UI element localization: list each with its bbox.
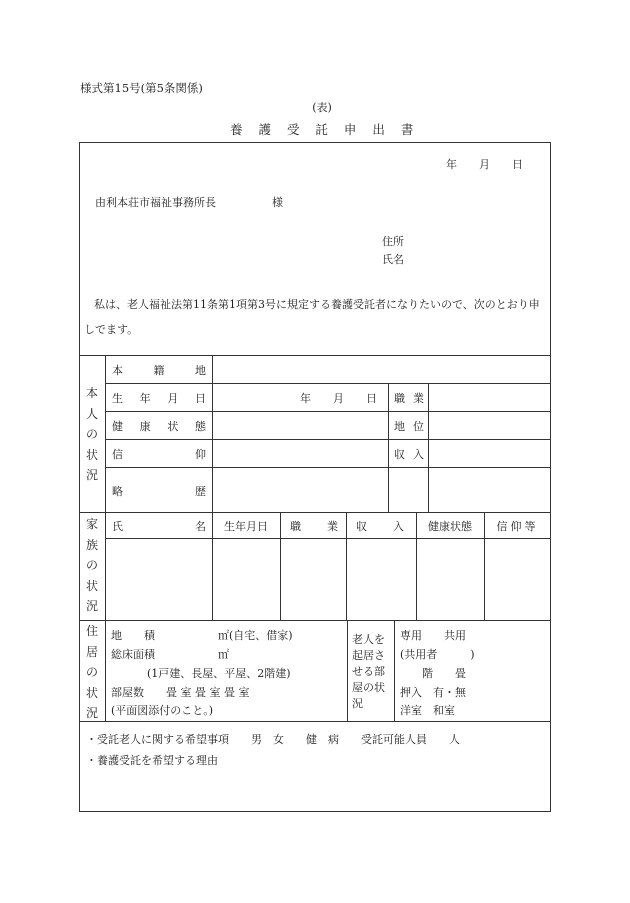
form-number: 様式第15号(第5条関係) <box>80 81 203 95</box>
section-label-residence: 住居の状況 <box>85 624 98 720</box>
family-col-health: 健康状態 <box>428 520 472 533</box>
addressee: 由利本荘市福祉事務所長 <box>95 196 216 209</box>
divider <box>388 383 389 512</box>
domicile-label: 本 籍 地 <box>112 364 206 377</box>
floor-area-label: 総床面積 <box>111 648 155 661</box>
building-types: (1戸建、長屋、平屋、2階建) <box>147 667 291 680</box>
room-style: 洋室 和室 <box>400 704 455 717</box>
divider <box>105 355 106 721</box>
divider <box>212 355 213 620</box>
divider <box>347 620 348 721</box>
position-label: 地 位 <box>394 420 424 433</box>
divider <box>105 467 551 468</box>
declaration-text: 私は、老人福祉法第11条第1項第3号に規定する養護受託者になりたいので、次のとおり申しでます。 <box>84 298 540 336</box>
divider <box>394 620 395 721</box>
history-label: 略 歴 <box>112 485 206 498</box>
divider <box>280 512 281 620</box>
applicant-name-label: 氏名 <box>382 253 404 266</box>
family-col-income: 収 入 <box>356 520 404 533</box>
health-label: 健 康 状 態 <box>112 420 206 433</box>
floor-tatami: 階 畳 <box>422 667 466 680</box>
honorific: 様 <box>272 196 283 209</box>
reason-line: ・養護受託を希望する理由 <box>86 754 218 767</box>
family-col-occupation: 職 業 <box>290 520 338 533</box>
occupation-label: 職 業 <box>394 392 424 405</box>
divider <box>79 721 551 722</box>
date-field[interactable]: 年 月 日 <box>446 158 523 171</box>
divider <box>79 620 551 621</box>
birthdate-field[interactable]: 年 月 日 <box>300 392 377 405</box>
elderly-room-label: 老人を起居させる部屋の状況 <box>352 633 385 710</box>
family-col-birthdate: 生年月日 <box>224 520 268 533</box>
section-label-family: 家族の状況 <box>85 517 98 613</box>
front-side-label: (表) <box>312 101 332 114</box>
floor-area-unit: ㎡ <box>218 648 229 661</box>
divider <box>428 383 429 512</box>
divider <box>79 512 551 513</box>
room-count: 部屋数 畳 室 畳 室 畳 室 <box>111 686 250 699</box>
religion-label: 信 仰 <box>112 448 206 461</box>
page-title: 養 護 受 託 申 出 書 <box>230 122 420 137</box>
section-label-self: 本人の状況 <box>85 386 98 482</box>
land-area-unit: ㎡(自宅、借家) <box>218 629 293 642</box>
floor-plan-note: (平面図添付のこと。) <box>111 704 214 717</box>
wishes-line: ・受託老人に関する希望事項 男 女 健 病 受託可能人員 人 <box>86 733 460 746</box>
closet: 押入 有・無 <box>400 686 466 699</box>
divider <box>346 512 347 620</box>
birthdate-label: 生 年 月 日 <box>112 392 206 405</box>
income-label: 収 入 <box>394 448 424 461</box>
family-col-name: 氏 名 <box>112 520 206 533</box>
cohabitant: (共用者 ) <box>400 648 475 661</box>
family-col-religion: 信仰等 <box>496 520 539 533</box>
land-area-label: 地 積 <box>111 629 155 642</box>
exclusive-shared: 専用 共用 <box>400 629 466 642</box>
divider <box>105 411 551 412</box>
divider <box>105 383 551 384</box>
divider <box>79 355 551 356</box>
divider <box>105 439 551 440</box>
applicant-address-label: 住所 <box>382 235 404 248</box>
